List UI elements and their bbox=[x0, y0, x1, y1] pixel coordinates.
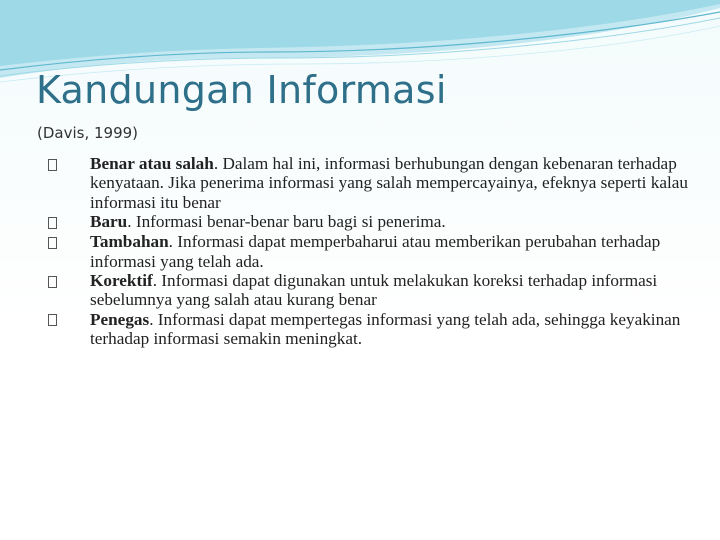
list-item bbox=[48, 271, 688, 310]
item-term: Penegas bbox=[90, 309, 150, 329]
list-item-text bbox=[90, 271, 688, 310]
item-description: . Informasi benar-benar baru bagi si penerima. bbox=[127, 212, 446, 232]
square-bullet-icon bbox=[48, 212, 90, 232]
slide-title: Kandungan Informasi bbox=[36, 68, 447, 112]
list-item-text bbox=[90, 232, 688, 271]
item-term: Korektif bbox=[90, 271, 153, 291]
item-description: . Informasi dapat digunakan untuk melakukan koreksi terhadap informasi sebelumnya yang salah atau kurang benar bbox=[90, 271, 658, 310]
list-item bbox=[48, 310, 688, 349]
list-item bbox=[48, 232, 688, 271]
item-description: . Informasi dapat memperbaharui atau memberikan perubahan terhadap informasi yang telah ada. bbox=[90, 232, 661, 271]
square-bullet-icon bbox=[48, 232, 90, 252]
slide-subtitle: (Davis, 1999) bbox=[37, 124, 139, 142]
bullet-list bbox=[48, 154, 688, 349]
list-item-text bbox=[90, 154, 688, 212]
square-bullet-icon bbox=[48, 271, 90, 291]
square-bullet-icon bbox=[48, 310, 90, 330]
list-item bbox=[48, 154, 688, 212]
item-description: . Informasi dapat mempertegas informasi yang telah ada, sehingga keyakinan terhadap informasi semakin meningkat. bbox=[90, 309, 681, 349]
list-item-text bbox=[90, 212, 688, 231]
list-item-text bbox=[90, 310, 688, 349]
item-description: . Dalam hal ini, informasi berhubungan dengan kebenaran terhadap kenyataan. Jika penerima informasi yang salah mempercayainya, efeknya seperti kalau informasi itu benar bbox=[90, 154, 688, 212]
item-term: Tambahan bbox=[90, 232, 169, 252]
item-term: Benar atau salah bbox=[90, 154, 214, 173]
list-item bbox=[48, 212, 688, 232]
square-bullet-icon bbox=[48, 154, 90, 174]
item-term: Baru bbox=[90, 212, 128, 232]
